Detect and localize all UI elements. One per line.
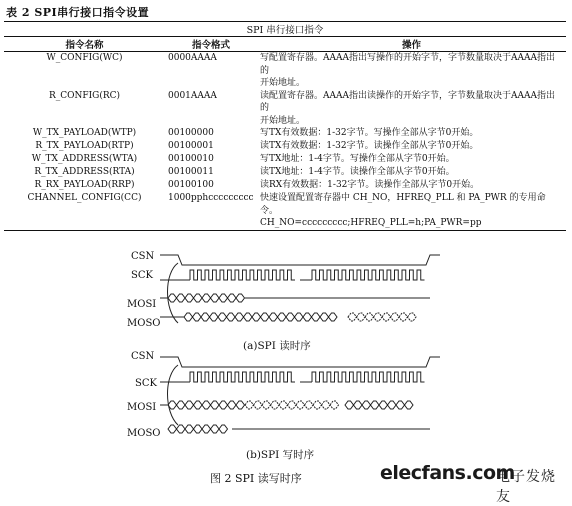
watermark-cn: 电子发烧友 [496, 469, 556, 505]
elecfans-watermark [378, 462, 564, 505]
command-format: 00100000 [168, 128, 214, 138]
command-name: CHANNEL_CONFIG(CC) [4, 192, 165, 230]
table-caption: 表 2 SPI串行接口指令设置 [6, 6, 150, 19]
command-format: 00100011 [168, 167, 214, 177]
moso-status-bytes [168, 425, 228, 433]
signal-label-sck: SCK [131, 270, 153, 281]
command-format: 0000AAAA [168, 53, 217, 63]
signal-label-moso: MOSO [127, 428, 161, 439]
command-operation: 读TX地址：1-4字节。读操作全部从字节0开始。 [260, 167, 455, 177]
csn-bracket [168, 365, 179, 425]
command-name: R_CONFIG(RC) [48, 90, 121, 101]
mosi-command-bytes [168, 294, 245, 302]
read-timing-diagram [160, 255, 440, 323]
mosi-command-bytes [168, 401, 245, 409]
operation-line: 快速设置配置寄存器中 CH_NO，HFREQ_PLL 和 PA_PWR 的专用命令。 [260, 193, 546, 216]
sck-clock-burst-1 [190, 372, 295, 382]
command-name: W_TX_PAYLOAD(WTP) [32, 128, 137, 138]
moso-read-bytes [184, 313, 337, 321]
sck-clock-burst-2 [312, 372, 425, 382]
signal-label-moso: MOSO [127, 318, 161, 329]
header-command-name: 指令名称 [4, 37, 165, 52]
mosi-data-tail [345, 401, 413, 409]
operation-line: 读配置寄存器。AAAA指出读操作的开始字节，字节数量取决于AAAA指出的 [260, 90, 555, 113]
mosi-data-bytes [245, 401, 339, 409]
command-format: 1000pphccccccccc [165, 192, 257, 230]
command-name: W_CONFIG(WC) [46, 53, 123, 63]
command-format: 00100001 [168, 141, 214, 151]
figure-caption: 图 2 SPI 读写时序 [210, 472, 302, 485]
write-subcaption: (b)SPI 写时序 [246, 449, 315, 461]
csn-bracket [168, 263, 179, 323]
command-format: 00100100 [168, 180, 214, 190]
sck-clock-burst-1 [190, 270, 295, 280]
command-name: W_TX_ADDRESS(WTA) [31, 154, 138, 164]
read-subcaption: (a)SPI 读时序 [243, 340, 311, 352]
signal-label-mosi: MOSI [127, 299, 157, 310]
operation-line: 写配置寄存器。AAAA指出写操作的开始字节，字节数量取决于AAAA指出的 [260, 53, 555, 76]
signal-label-sck: SCK [135, 378, 157, 389]
moso-read-tail [348, 313, 416, 321]
sck-clock-burst-2 [312, 270, 425, 280]
signal-label-mosi: MOSI [127, 402, 157, 413]
write-timing-diagram [160, 357, 440, 433]
header-command-format: 指令格式 [165, 37, 257, 52]
command-name: R_TX_PAYLOAD(RTP) [35, 141, 134, 151]
command-operation: 读RX有效数据：1-32字节。读操作全部从字节0开始。 [260, 180, 480, 190]
command-format: 0001AAAA [168, 90, 217, 101]
csn-waveform [160, 357, 440, 367]
operation-line: CH_NO=ccccccccc;HFREQ_PLL=h;PA_PWR=pp [260, 218, 482, 228]
signal-label-csn: CSN [131, 351, 155, 362]
csn-waveform [160, 255, 440, 265]
command-operation: 读TX有效数据：1-32字节。读操作全部从字节0开始。 [260, 141, 479, 151]
command-operation: 写TX地址：1-4字节。写操作全部从字节0开始。 [260, 154, 455, 164]
command-format: 00100010 [168, 154, 214, 164]
signal-label-csn: CSN [131, 251, 155, 262]
watermark-brand: elecfans.com [380, 462, 515, 484]
table-super-header: SPI 串行接口指令 [4, 22, 566, 37]
command-name: R_TX_ADDRESS(RTA) [34, 167, 135, 177]
command-name: R_RX_PAYLOAD(RRP) [34, 180, 135, 190]
header-operation: 操作 [257, 37, 566, 52]
operation-line: 开始地址。 [260, 115, 306, 126]
operation-line: 开始地址。 [260, 78, 306, 88]
command-operation: 写TX有效数据：1-32字节。写操作全部从字节0开始。 [260, 128, 479, 138]
